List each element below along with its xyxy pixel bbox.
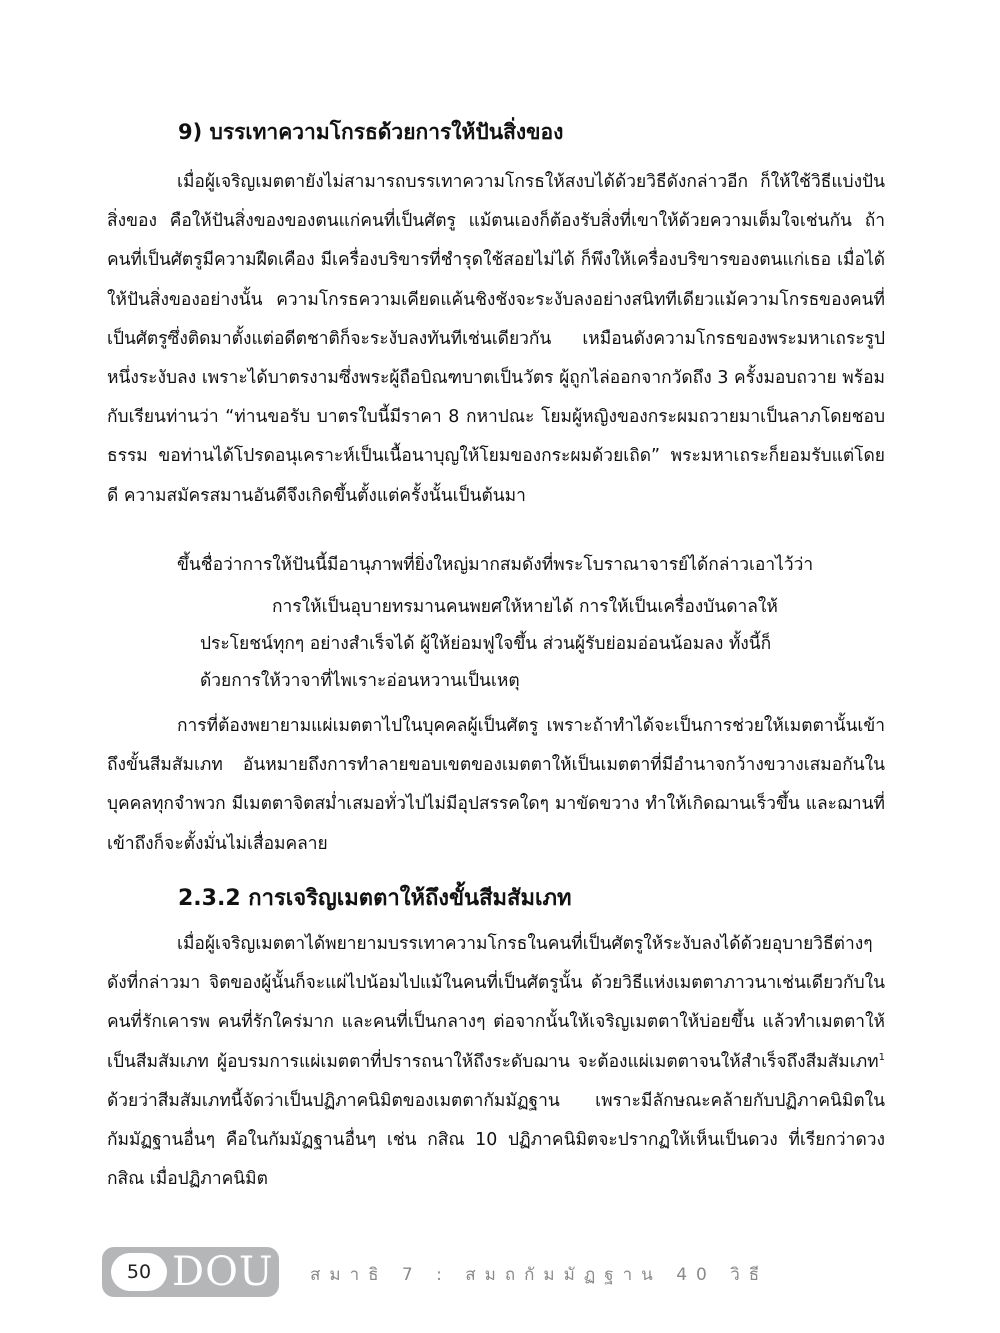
footnote-marker[interactable]: 1 [878,1051,885,1063]
paragraph-simasambheda [107,925,885,1199]
paragraph-power-of-giving: ขึ้นชื่อว่าการให้ปันนี้มีอานุภาพที่ยิ่งใหญ่มากสมดังที่พระโบราณาจารย์ได้กล่าวเอาไว้ว่า [177,555,814,575]
block-quote-giving: การให้เป็นอุบายทรมานคนพยศให้หายได้ การให้เป็นเครื่องบันดาลให้ประโยชน์ทุกๆ อย่างสำเร็จได้ ผู้ให้ย่อมฟูใจขึ้น ส่วนผู้รับย่อมอ่อนน้อมลง ทั้งนี้ก็ด้วยการให้วาจาที่ไพเราะอ่อนหวานเป็นเหตุ [200,597,778,691]
section-heading-9: 9) บรรเทาความโกรธด้วยการให้ปันสิ่งของ [178,120,564,144]
page-number: 50 [111,1253,167,1291]
paragraph-text-part-1: เมื่อผู้เจริญเมตตาได้พยายามบรรเทาความโกรธในคนที่เป็นศัตรูให้ระงับลงได้ด้วยอุบายวิธีต่างๆ ดังที่กล่าวมา จิตของผู้นั้นก็จะแผ่ไปน้อมไปแม้ในคนที่เป็นศัตรูนั้น ด้วยวิธีแห่งเมตตาภาวนาเช่นเดียวกับในคนที่รักเคารพ คนที่รักใคร่มาก และคนที่เป็นกลางๆ ต่อจากนั้นให้เจริญเมตตาให้บ่อยขึ้น แล้วทำเมตตาให้เป็นสีมสัมเภท ผู้อบรมการแผ่เมตตาที่ปรารถนาให้ถึงระดับฌาน จะต้องแผ่เมตตาจนให้สำเร็จถึงสีมสัมเภท [107,934,885,1072]
footer-book-title: สมาธิ 7 : สมถกัมมัฏฐาน 40 วิธี [310,1265,769,1285]
brand-logo: DOU [172,1249,274,1295]
paragraph-metta-to-enemy: การที่ต้องพยายามแผ่เมตตาไปในบุคคลผู้เป็นศัตรู เพราะถ้าทำได้จะเป็นการช่วยให้เมตตานั้นเข้าถึงขั้นสีมสัมเภท อันหมายถึงการทำลายขอบเขตของเมตตาให้เป็นเมตตาที่มีอำนาจกว้างขวางเสมอกันในบุคคลทุกจำพวก มีเมตตาจิตสม่ำเสมอทั่วไปไม่มีอุปสรรคใดๆ มาขัดขวาง ทำให้เกิดฌานเร็วขึ้น และฌานที่เข้าถึงก็จะตั้งมั่นไม่เสื่อมคลาย [107,716,885,854]
section-heading-2-3-2: 2.3.2 การเจริญเมตตาให้ถึงขั้นสีมสัมเภท [178,886,572,911]
paragraph-text-part-2: ด้วยว่าสีมสัมเภทนี้จัดว่าเป็นปฏิภาคนิมิตของเมตตากัมมัฏฐาน เพราะมีลักษณะคล้ายกับปฏิภาคนิมิตในกัมมัฏฐานอื่นๆ คือในกัมมัฏฐานอื่นๆ เช่น กสิณ 10 ปฏิภาคนิมิตจะปรากฏให้เห็นเป็นดวง ที่เรียกว่าดวงกสิณ เมื่อปฏิภาคนิมิต [107,1090,885,1190]
footer-badge [102,1247,279,1297]
paragraph-sharing-things: เมื่อผู้เจริญเมตตายังไม่สามารถบรรเทาความโกรธให้สงบได้ด้วยวิธีดังกล่าวอีก ก็ให้ใช้วิธีแบ่งปันสิ่งของ คือให้ปันสิ่งของของตนแก่คนที่เป็นศัตรู แม้ตนเองก็ต้องรับสิ่งที่เขาให้ด้วยความเต็มใจเช่นกัน ถ้าคนที่เป็นศัตรูมีความฝืดเคือง มีเครื่องบริขารที่ชำรุดใช้สอยไม่ได้ ก็พึงให้เครื่องบริขารของตนแก่เธอ เมื่อได้ให้ปันสิ่งของอย่างนั้น ความโกรธความเคียดแค้นชิงชังจะระงับลงอย่างสนิททีเดียวแม้ความโกรธของคนที่เป็นศัตรูซึ่งติดมาตั้งแต่อดีตชาติก็จะระงับลงทันทีเช่นเดียวกัน เหมือนดังความโกรธของพระมหาเถระรูปหนึ่งระงับลง เพราะได้บาตรงามซึ่งพระผู้ถือบิณฑบาตเป็นวัตร ผู้ถูกไล่ออกจากวัดถึง 3 ครั้งมอบถวาย พร้อมกับเรียนท่านว่า “ท่านขอรับ บาตรใบนี้มีราคา 8 กหาปณะ โยมผู้หญิงของกระผมถวายมาเป็นลาภโดยชอบธรรม ขอท่านได้โปรดอนุเคราะห์เป็นเนื้อนาบุญให้โยมของกระผมด้วยเถิด” พระมหาเถระก็ยอมรับแต่โดยดี ความสมัครสมานอันดีจึงเกิดขึ้นตั้งแต่ครั้งนั้นเป็นต้นมา [107,172,885,506]
